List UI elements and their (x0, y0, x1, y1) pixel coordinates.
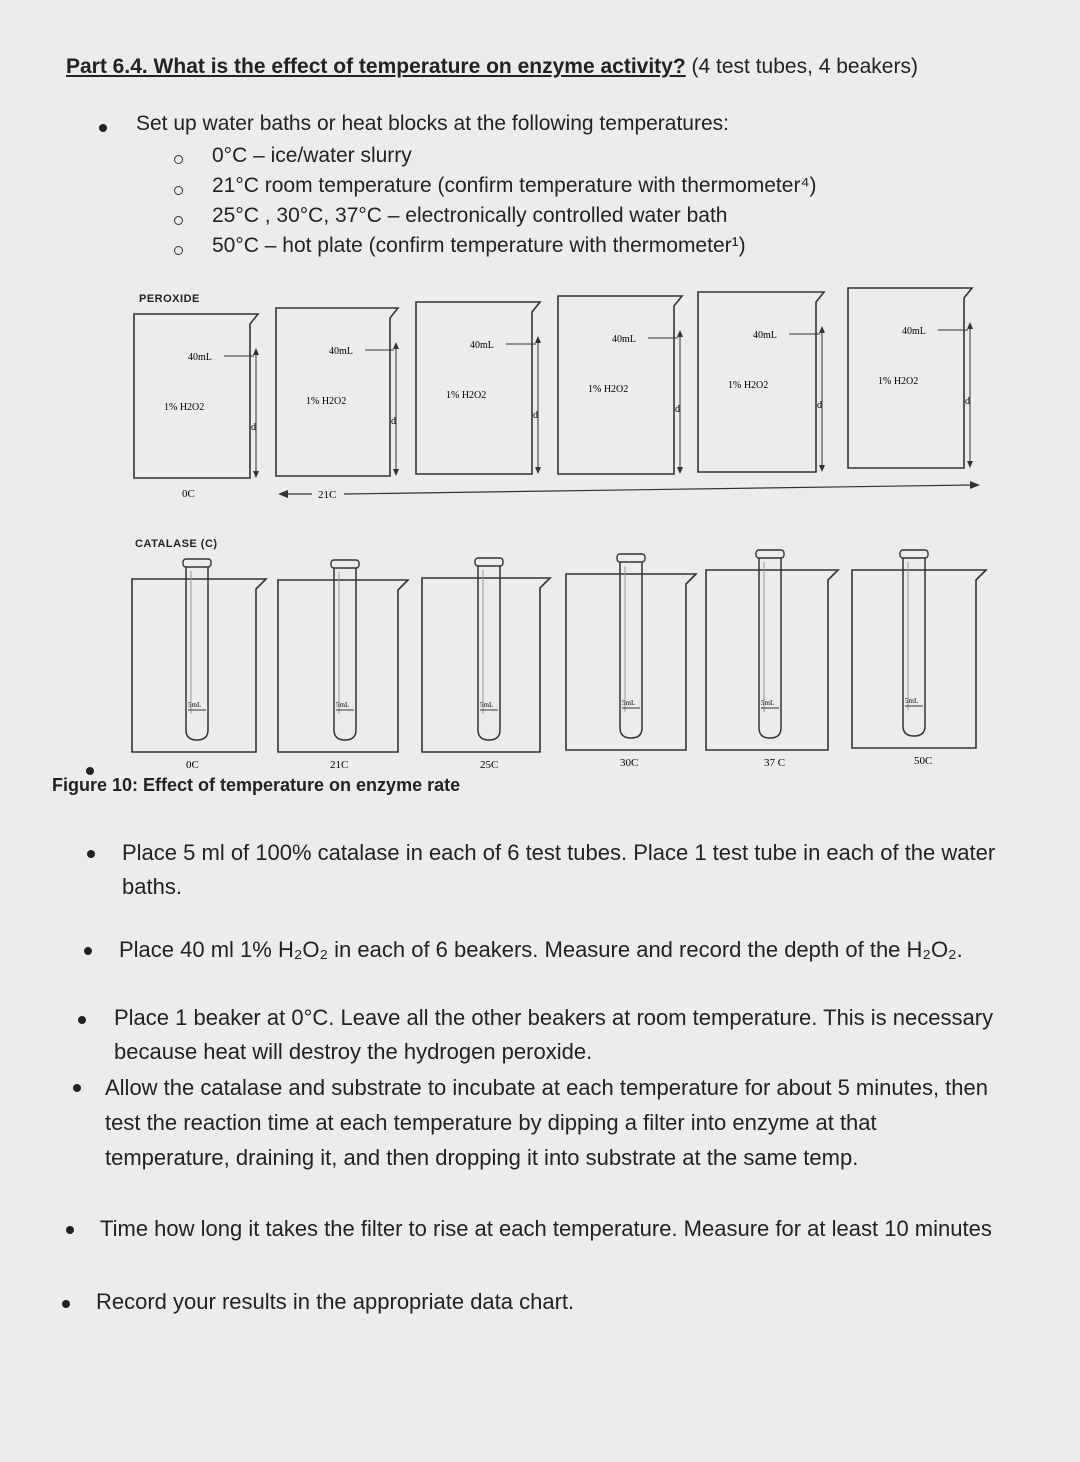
step-1: Place 40 ml 1% H₂O₂ in each of 6 beakers. Measure and record the depth of the H₂O₂. (119, 937, 963, 962)
water-bath-0 (132, 559, 266, 771)
catalase-label: CATALASE (C) (135, 538, 218, 550)
tube-temp-label: 0C (186, 759, 199, 771)
test-tube (334, 568, 356, 740)
beaker-volume-label: 40mL (902, 326, 926, 337)
step-5: Record your results in the appropriate data chart. (96, 1289, 575, 1314)
bullet (84, 947, 92, 955)
tube-rim (617, 554, 645, 562)
test-tube (759, 558, 781, 738)
tube-volume-label: 5mL (480, 701, 494, 709)
tube-volume-label: 5mL (905, 697, 919, 705)
temperature-arrow (278, 481, 980, 498)
step-3: Allow the catalase and substrate to incubate at each temperature for about 5 minutes, then test the reaction time at each temperature by dipping a filter into enzyme at that temperature, draining it, and then dropping it into substrate at the same temp. (105, 1075, 988, 1170)
bullet (66, 1226, 74, 1234)
depth-label: d (817, 400, 822, 411)
step-4: Time how long it takes the filter to rise at each temperature. Measure for at least 10 minutes (100, 1216, 992, 1241)
beaker-group (134, 288, 973, 478)
beaker-volume-label: 40mL (470, 340, 494, 351)
tube-rim (183, 559, 211, 567)
bullet (87, 850, 95, 858)
test-tube (186, 567, 208, 740)
tube-rim (900, 550, 928, 558)
step-2: Place 1 beaker at 0°C. Leave all the other beakers at room temperature. This is necessary because heat will destroy the hydrogen peroxide. (114, 1005, 994, 1064)
tube-temp-label: 21C (330, 759, 349, 771)
beaker-volume-label: 40mL (753, 330, 777, 341)
step-0: Place 5 ml of 100% catalase in each of 6 test tubes. Place 1 test tube in each of the water baths. (122, 840, 996, 899)
setup-item-2: 25°C , 30°C, 37°C – electronically controlled water bath (212, 204, 728, 227)
test-tube (903, 558, 925, 736)
water-bath-2 (422, 558, 550, 771)
tube-group (132, 550, 986, 771)
tube-volume-label: 5mL (622, 699, 636, 707)
tube-volume-label: 5mL (761, 699, 775, 707)
heading-title: Part 6.4. What is the effect of temperature on enzyme activity? (66, 55, 686, 78)
bullet (86, 767, 94, 775)
beaker-solution-label: 1% H2O2 (306, 396, 347, 407)
bath-outline (566, 574, 696, 750)
water-bath-4 (706, 550, 838, 769)
bath-outline (422, 578, 550, 752)
beaker-outline (134, 314, 258, 478)
beaker-outline (276, 308, 398, 476)
beaker-3 (558, 296, 683, 474)
tube-temp-label: 50C (914, 755, 933, 767)
tube-rim (331, 560, 359, 568)
depth-label: d (965, 396, 970, 407)
bullet (78, 1016, 86, 1024)
bath-outline (132, 579, 266, 752)
tube-volume-label: 5mL (336, 701, 350, 709)
bath-outline (706, 570, 838, 750)
bullet (73, 1084, 81, 1092)
peroxide-label: PEROXIDE (139, 293, 200, 305)
beaker-1 (276, 308, 399, 476)
depth-label: d (391, 416, 396, 427)
beaker-solution-label: 1% H2O2 (446, 390, 487, 401)
bullet (62, 1300, 70, 1308)
beaker-solution-label: 1% H2O2 (728, 380, 769, 391)
beaker-outline (416, 302, 540, 474)
depth-label: d (251, 422, 256, 433)
tube-temp-label: 25C (480, 759, 499, 771)
beaker-volume-label: 40mL (612, 334, 636, 345)
figure-caption: Figure 10: Effect of temperature on enzyme rate (52, 775, 461, 795)
tube-rim (475, 558, 503, 566)
bath-outline (852, 570, 986, 748)
setup-intro: Set up water baths or heat blocks at the following temperatures: (136, 112, 729, 135)
beaker-temp-arrow: 21C (318, 489, 337, 501)
tube-rim (756, 550, 784, 558)
bath-outline (278, 580, 408, 752)
beaker-volume-label: 40mL (188, 352, 212, 363)
setup-item-3: 50°C – hot plate (confirm temperature with thermometer¹) (212, 234, 746, 257)
beaker-solution-label: 1% H2O2 (164, 402, 205, 413)
beaker-solution-label: 1% H2O2 (588, 384, 629, 395)
beaker-temp-0: 0C (182, 488, 195, 500)
tube-volume-label: 5mL (188, 701, 202, 709)
beaker-volume-label: 40mL (329, 346, 353, 357)
tube-temp-label: 37 C (764, 757, 786, 769)
tube-temp-label: 30C (620, 757, 639, 769)
setup-item-0: 0°C – ice/water slurry (212, 144, 412, 167)
beaker-0 (134, 314, 259, 478)
heading-suffix: (4 test tubes, 4 beakers) (685, 55, 918, 78)
test-tube (478, 566, 500, 740)
water-bath-1 (278, 560, 408, 771)
beaker-2 (416, 302, 541, 474)
water-bath-5 (852, 550, 986, 767)
depth-label: d (675, 404, 680, 415)
water-bath-3 (566, 554, 696, 769)
depth-label: d (533, 410, 538, 421)
beaker-4 (698, 292, 825, 472)
test-tube (620, 562, 642, 738)
beaker-solution-label: 1% H2O2 (878, 376, 919, 387)
setup-item-1: 21°C room temperature (confirm temperature with thermometer⁴) (212, 174, 817, 197)
beaker-5 (848, 288, 973, 468)
